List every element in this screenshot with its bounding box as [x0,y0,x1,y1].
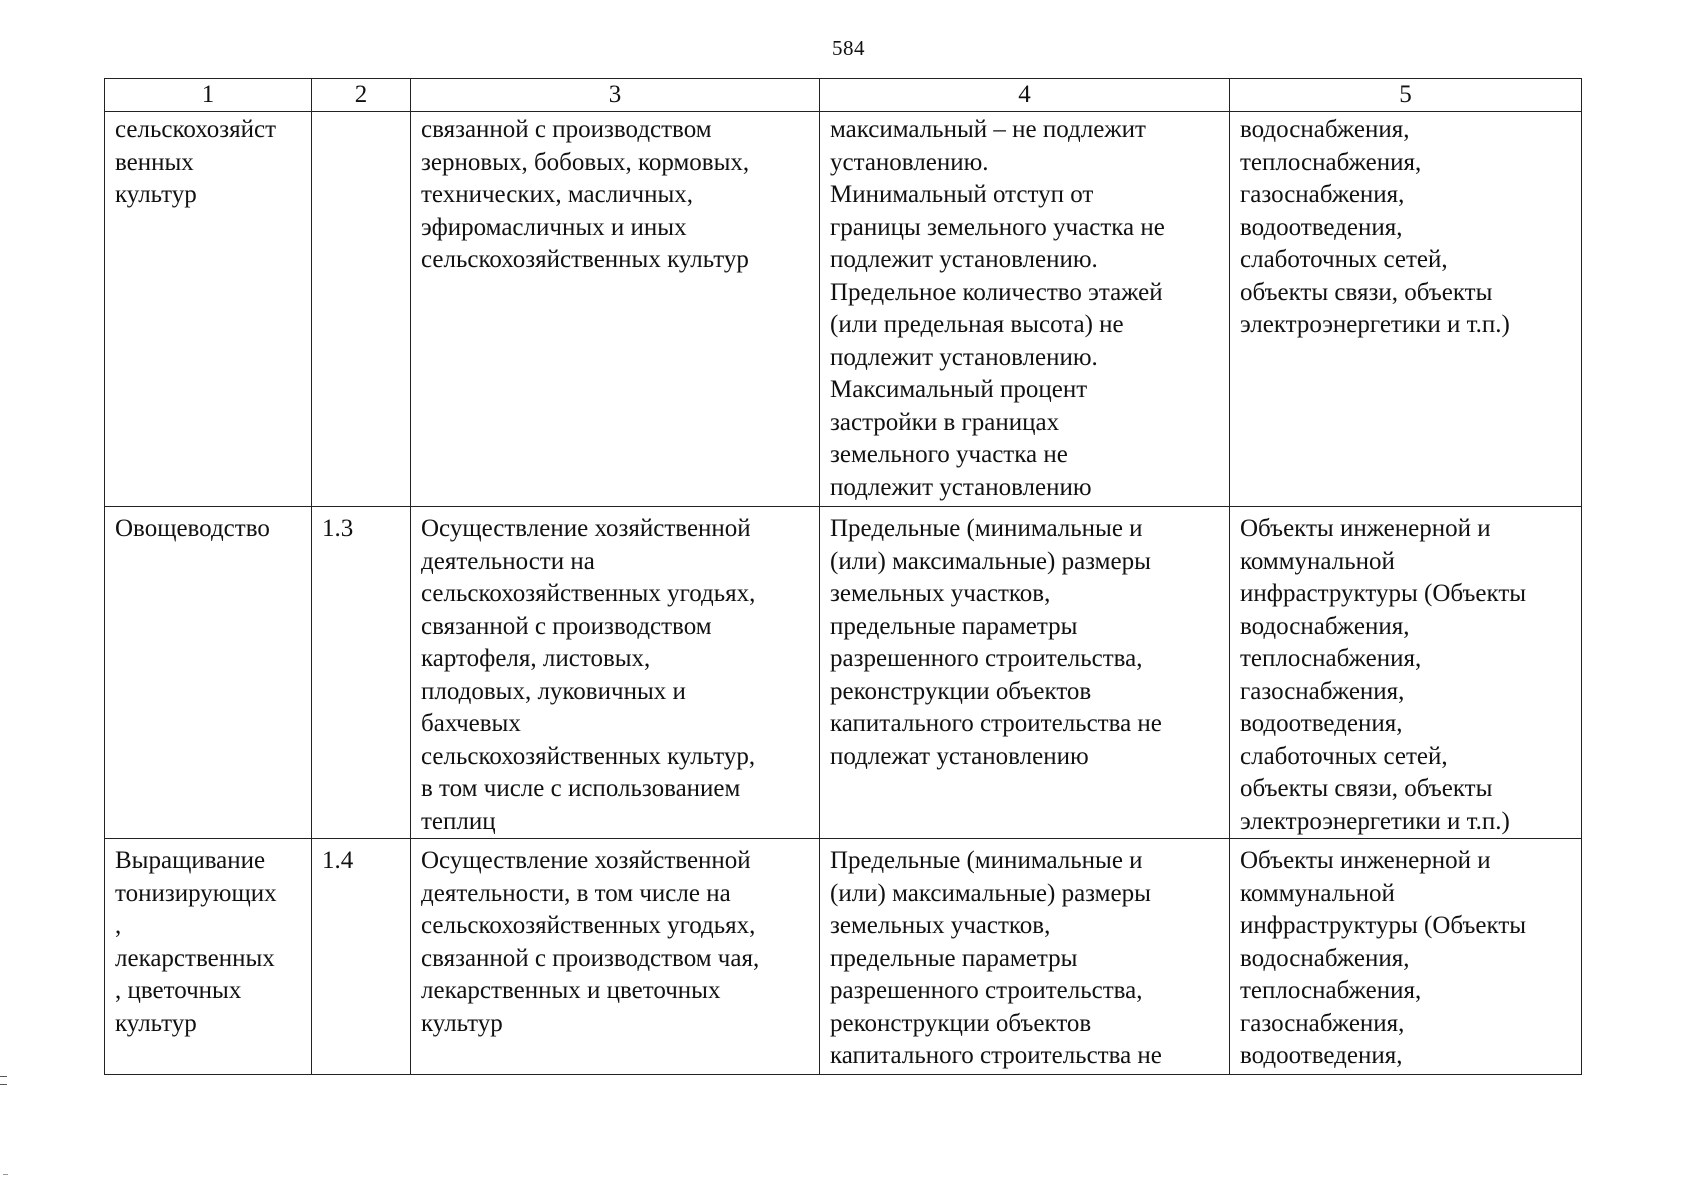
use-type-name: Овощеводство [105,507,312,839]
use-type-description: Осуществление хозяйственной деятельности, в том числе на сельскохозяйственных угодьях, связанной с производством чая, лекарственных и цветочных культур [411,839,820,1075]
scan-margin-mark [0,1076,7,1077]
page-number: 584 [832,36,865,60]
use-type-auxiliary: Объекты инженерной и коммунальной инфраструктуры (Объекты водоснабжения, теплоснабжения, газоснабжения, водоотведения, [1230,839,1582,1075]
use-type-name: Выращивание тонизирующих , лекарственных , цветочных культур [105,839,312,1075]
use-type-code: 1.3 [312,507,411,839]
use-type-code: 1.4 [312,839,411,1075]
land-use-table [104,78,1582,1075]
table-row [105,839,1582,1075]
use-type-parameters: максимальный – не подлежит установлению. Минимальный отступ от границы земельного участка не подлежит установлению. Предельное количество этажей (или предельная высота) не подлежит установлению. Максимальный процент застройки в границах земельного участка не подлежит установлению [820,112,1230,507]
use-type-parameters: Предельные (минимальные и (или) максимальные) размеры земельных участков, предельные параметры разрешенного строительства, реконструкции объектов капитального строительства не подлежат установлению [820,507,1230,839]
use-type-description: Осуществление хозяйственной деятельности на сельскохозяйственных угодьях, связанной с производством картофеля, листовых, плодовых, луковичных и бахчевых сельскохозяйственных культур, в том числе с использованием теплиц [411,507,820,839]
scan-margin-mark [3,1174,8,1175]
table-row [105,112,1582,507]
header-col-1: 1 [105,79,312,112]
use-type-description: связанной с производством зерновых, бобовых, кормовых, технических, масличных, эфиромасличных и иных сельскохозяйственных культур [411,112,820,507]
header-row [105,79,1582,112]
use-type-auxiliary: водоснабжения, теплоснабжения, газоснабжения, водоотведения, слаботочных сетей, объекты связи, объекты электроэнергетики и т.п.) [1230,112,1582,507]
table-row [105,507,1582,839]
use-type-code [312,112,411,507]
use-type-parameters: Предельные (минимальные и (или) максимальные) размеры земельных участков, предельные параметры разрешенного строительства, реконструкции объектов капитального строительства не [820,839,1230,1075]
use-type-name: сельскохозяйст венных культур [105,112,312,507]
header-col-3: 3 [411,79,820,112]
header-col-2: 2 [312,79,411,112]
header-col-4: 4 [820,79,1230,112]
header-col-5: 5 [1230,79,1582,112]
use-type-auxiliary: Объекты инженерной и коммунальной инфраструктуры (Объекты водоснабжения, теплоснабжения, газоснабжения, водоотведения, слаботочных сетей, объекты связи, объекты электроэнергетики и т.п.) [1230,507,1582,839]
scan-margin-mark [0,1084,7,1085]
